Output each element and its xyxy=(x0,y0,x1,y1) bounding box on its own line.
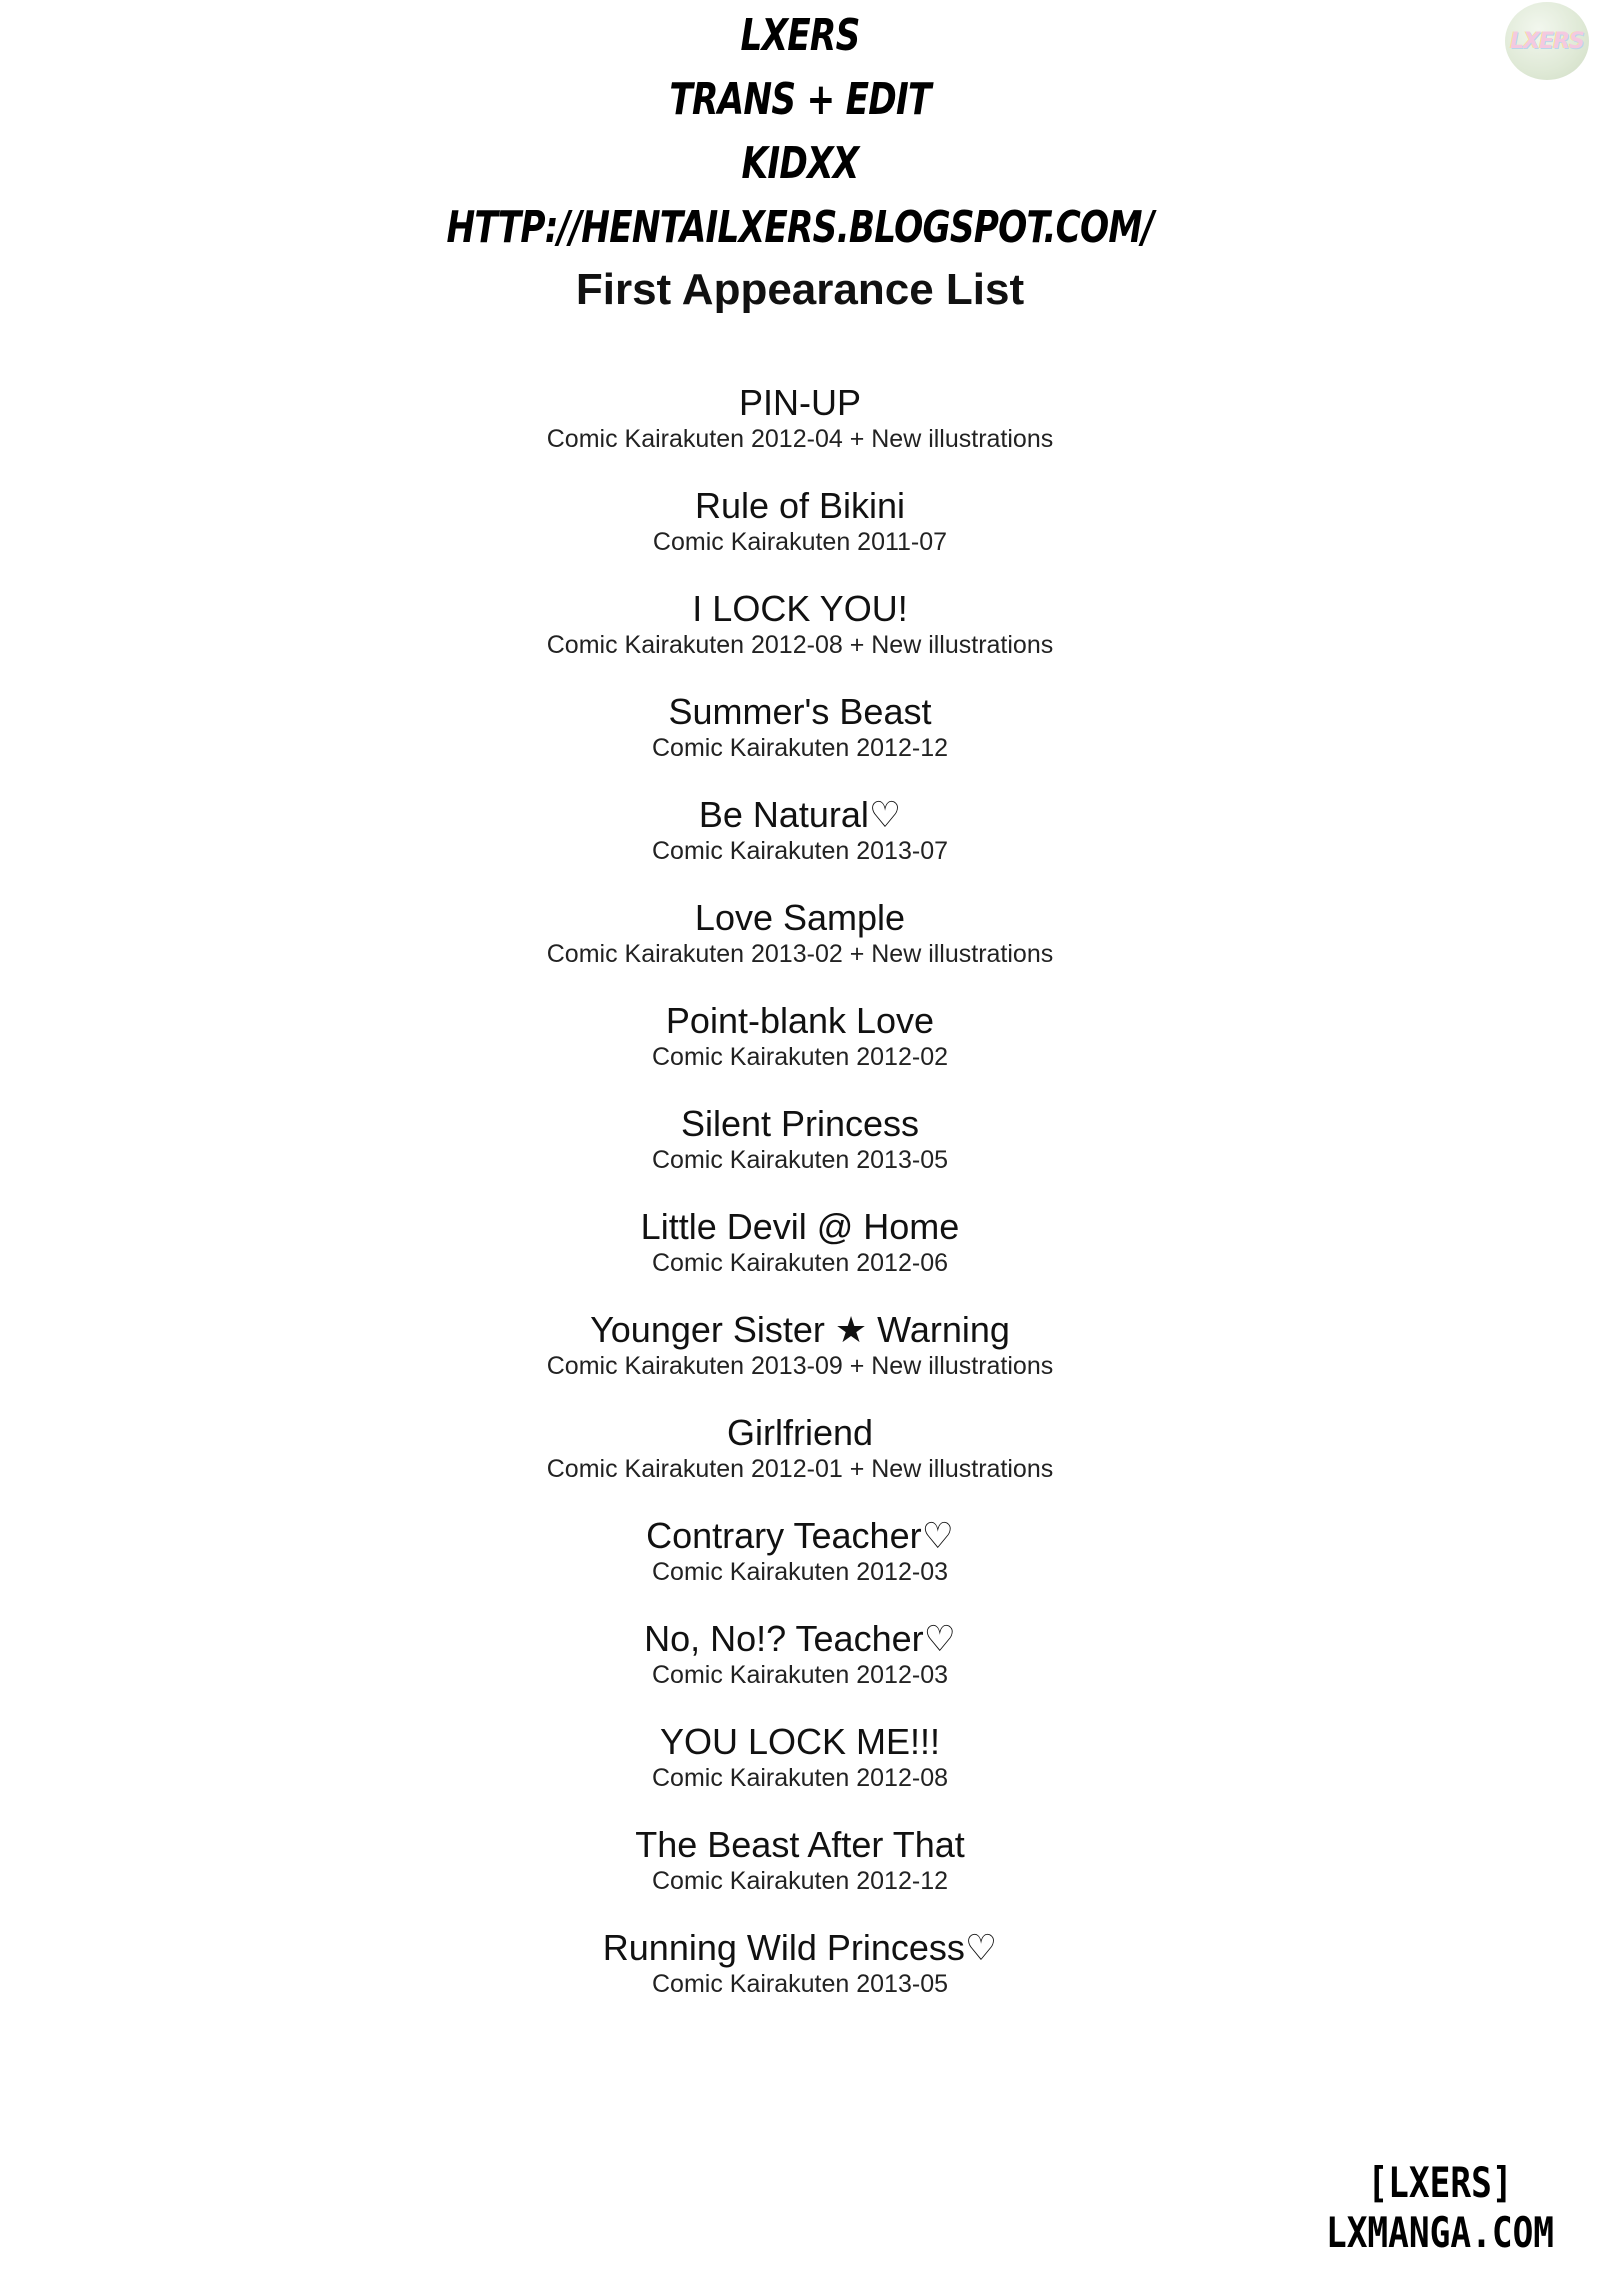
list-item xyxy=(0,898,1600,1001)
credit-role: TRANS + EDIT xyxy=(669,74,931,125)
list-item xyxy=(0,1104,1600,1207)
entry-source: Comic Kairakuten 2012-08 xyxy=(652,1764,948,1792)
list-item xyxy=(0,1207,1600,1310)
entry-source: Comic Kairakuten 2012-08 + New illustrations xyxy=(546,631,1054,659)
list-item xyxy=(0,1310,1600,1413)
credit-group: LXERS xyxy=(740,10,860,61)
list-item xyxy=(0,1619,1600,1722)
entry-title: YOU LOCK ME!!! xyxy=(659,1721,941,1762)
entry-title: Girlfriend xyxy=(726,1412,874,1453)
list-item xyxy=(0,1928,1600,2031)
entry-source: Comic Kairakuten 2012-02 xyxy=(652,1043,948,1071)
entry-title: Younger Sister ★ Warning xyxy=(590,1309,1010,1350)
entry-source: Comic Kairakuten 2012-03 xyxy=(652,1558,948,1586)
list-item xyxy=(0,1001,1600,1104)
entry-title: Little Devil @ Home xyxy=(640,1206,960,1247)
entry-source: Comic Kairakuten 2012-04 + New illustrations xyxy=(546,425,1054,453)
entry-source: Comic Kairakuten 2012-03 xyxy=(652,1661,948,1689)
credit-translator: KIDXX xyxy=(741,138,859,189)
entry-source: Comic Kairakuten 2013-09 + New illustrations xyxy=(546,1352,1054,1380)
list-item xyxy=(0,1413,1600,1516)
appearance-list xyxy=(0,383,1600,2031)
watermark-group: [LXERS] xyxy=(1367,2158,1513,2207)
entry-title: Rule of Bikini xyxy=(694,485,906,526)
entry-source: Comic Kairakuten 2012-12 xyxy=(652,1867,948,1895)
lxers-logo-badge xyxy=(1505,2,1589,80)
entry-title: Love Sample xyxy=(694,897,906,938)
logo-text: LXERS xyxy=(1510,28,1584,54)
list-item xyxy=(0,1825,1600,1928)
entry-title: No, No!? Teacher♡ xyxy=(644,1618,956,1659)
list-item xyxy=(0,383,1600,486)
entry-source: Comic Kairakuten 2012-12 xyxy=(652,734,948,762)
list-item xyxy=(0,1516,1600,1619)
list-title: First Appearance List xyxy=(575,265,1025,314)
entry-title: Summer's Beast xyxy=(668,691,932,732)
entry-source: Comic Kairakuten 2013-05 xyxy=(652,1146,948,1174)
entry-title: Running Wild Princess♡ xyxy=(602,1927,998,1968)
list-item xyxy=(0,589,1600,692)
entry-title: Contrary Teacher♡ xyxy=(646,1515,954,1556)
entry-source: Comic Kairakuten 2012-01 + New illustrations xyxy=(546,1455,1054,1483)
list-item xyxy=(0,795,1600,898)
lxmanga-watermark xyxy=(1300,2158,1580,2258)
entry-title: I LOCK YOU! xyxy=(692,588,908,629)
list-item xyxy=(0,692,1600,795)
entry-title: PIN-UP xyxy=(738,382,861,423)
entry-source: Comic Kairakuten 2013-07 xyxy=(652,837,948,865)
list-item xyxy=(0,1722,1600,1825)
list-item xyxy=(0,486,1600,589)
entry-source: Comic Kairakuten 2013-05 xyxy=(652,1970,948,1998)
entry-title: The Beast After That xyxy=(635,1824,965,1865)
entry-title: Be Natural♡ xyxy=(698,794,902,835)
credit-url: HTTP://HENTAILXERS.BLOGSPOT.COM/ xyxy=(446,202,1154,253)
entry-title: Silent Princess xyxy=(680,1103,920,1144)
entry-source: Comic Kairakuten 2012-06 xyxy=(652,1249,948,1277)
watermark-site: LXMANGA.COM xyxy=(1325,2208,1555,2257)
entry-title: Point-blank Love xyxy=(665,1000,935,1041)
entry-source: Comic Kairakuten 2013-02 + New illustrations xyxy=(546,940,1054,968)
credits-block xyxy=(0,4,1600,260)
entry-source: Comic Kairakuten 2011-07 xyxy=(652,528,948,556)
